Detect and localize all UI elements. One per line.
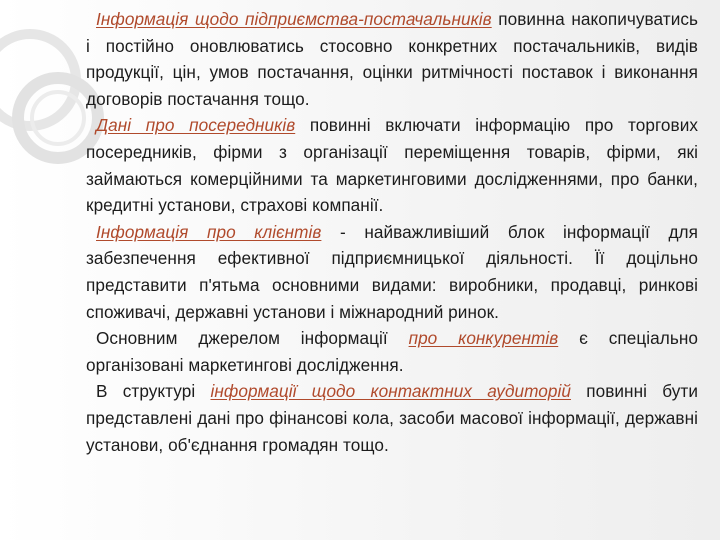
keyword-clients-info: Інформація про клієнтів: [96, 221, 322, 242]
paragraph-text: - найважливіший блок інформації для забезпечення ефективної підприємницької діяльності. Її доцільно представити п'ятьма основними видами: виробники, продавці, ринкові споживачі, державні установи і міжнародний ринок.: [86, 221, 698, 322]
paragraph-clients: [86, 219, 698, 325]
keyword-contact-audiences: інформації щодо контактних аудиторій: [210, 381, 571, 402]
paragraph-competitors: [86, 325, 698, 378]
keyword-competitors: про конкурентів: [408, 328, 559, 349]
paragraph-intermediaries: [86, 112, 698, 218]
paragraph-audiences: [86, 378, 698, 458]
paragraph-suppliers: [86, 6, 698, 112]
text-body: [86, 6, 698, 458]
keyword-suppliers-info: Інформація щодо підприємства-постачальників: [96, 9, 492, 29]
paragraph-lead: В структурі: [96, 381, 211, 402]
paragraph-lead: Основним джерелом інформації: [96, 328, 409, 349]
paragraph-text: повинні бути представлені дані про фінансові кола, засоби масової інформації, державні установи, об'єднання громадян тощо.: [86, 381, 698, 455]
paragraph-text: є спеціально організовані маркетингові дослідження.: [86, 328, 698, 375]
paragraph-text: повинна накопичуватись і постійно оновлюватись стосовно конкретних постачальників, видів продукції, цін, умов постачання, оцінки ритмічності поставок і виконання договорів постачання тощо.: [86, 9, 698, 109]
keyword-intermediaries-data: Дані про посередників: [96, 115, 296, 136]
paragraph-text: повинні включати інформацію про торгових посередників, фірми з організації переміщення товарів, фірми, які займаються комерційними та маркетинговими дослідженнями, про банки, кредитні установи, страхові компанії.: [86, 115, 698, 216]
